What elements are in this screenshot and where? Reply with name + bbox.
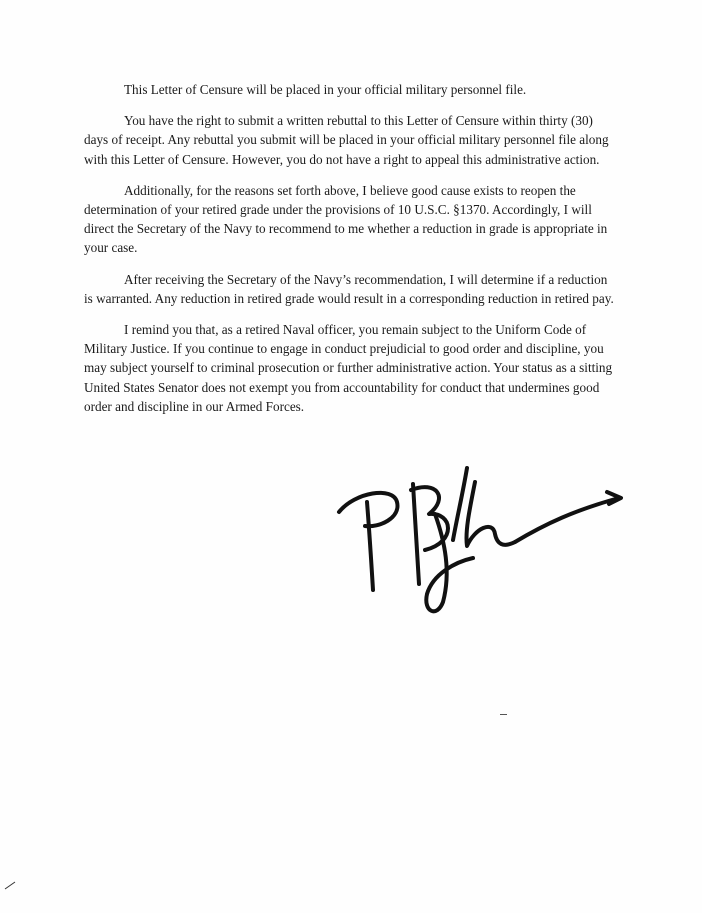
paragraph-rebuttal-rights: You have the right to submit a written rebuttal to this Letter of Censure within thirty (30) days of receipt. Any rebuttal you submit will be placed in your official military personnel file along with this Letter of Censure. However, you do not have a right to appeal this administrative action. [84, 113, 609, 167]
stray-mark [500, 714, 507, 715]
paragraph-retired-grade: Additionally, for the reasons set forth above, I believe good cause exists to reopen the determination of your retired grade under the provisions of 10 U.S.C. §1370. Accordingly, I will direct the Secretary of the Navy to recommend to me whether a reduction in grade is appropriate in your case. [84, 182, 608, 256]
corner-mark [4, 880, 16, 890]
letter-body [84, 80, 619, 428]
paragraph-reduction: After receiving the Secretary of the Navy’s recommendation, I will determine if a reduction is warranted. Any reduction in retired grade would result in a corresponding reduction in retired pay. [84, 271, 614, 306]
handwritten-signature [325, 462, 635, 622]
paragraph-ucmj-reminder: I remind you that, as a retired Naval officer, you remain subject to the Uniform Code of Military Justice. If you continue to engage in conduct prejudicial to good order and discipline, you may subject yourself to criminal prosecution or further administrative action. Your status as a sitting United States Senator does not exempt you from accountability for conduct that undermines good order and discipline in our Armed Forces. [84, 322, 613, 414]
paragraph-censure-notice: This Letter of Censure will be placed in your official military personnel file. [124, 82, 527, 97]
